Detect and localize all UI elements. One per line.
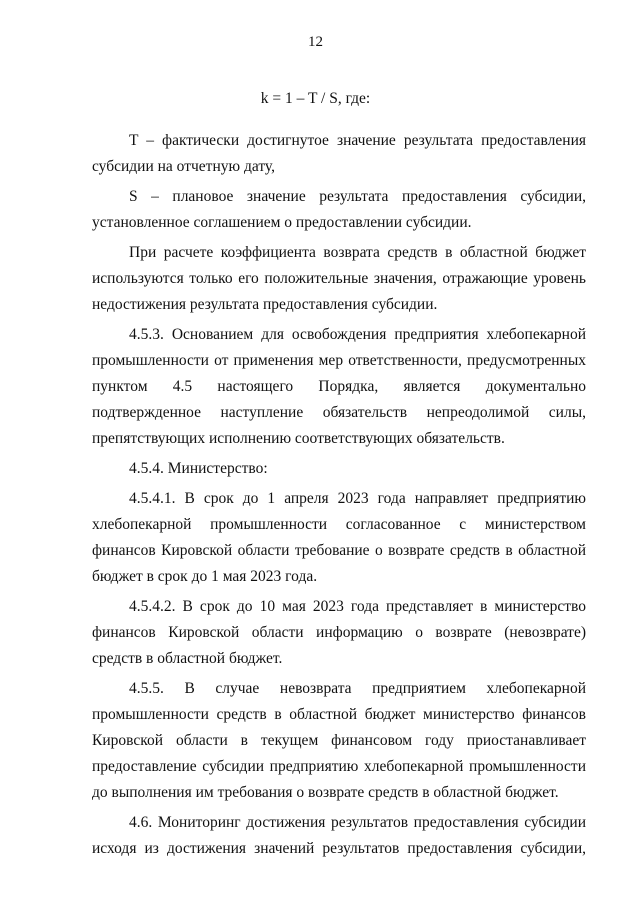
paragraph-4-6: 4.6. Мониторинг достижения результатов предоставления субсидии исходя из достижения значений результатов предоставления субсидии, — [92, 814, 586, 857]
paragraph-4-5-3: 4.5.3. Основанием для освобождения предприятия хлебопекарной промышленности от применения мер ответственности, предусмотренных пунктом 4.5 настоящего Порядка, является документально подтвержденное наступление обязательств непреодолимой силы, препятствующих исполнению соответствующих обязательств. — [92, 326, 586, 447]
formula: k = 1 – T / S, где: — [260, 90, 371, 107]
paragraph-4-5-4: 4.5.4. Министерство: — [129, 460, 268, 477]
paragraph-coefficient-note: При расчете коэффициента возврата средств в областной бюджет используются только его положительные значения, отражающие уровень недостижения результата предоставления субсидии. — [92, 244, 586, 313]
paragraph-s-definition: S – плановое значение результата предоставления субсидии, установленное соглашением о предоставлении субсидии. — [92, 188, 586, 231]
paragraph-t-definition: T – фактически достигнутое значение результата предоставления субсидии на отчетную дату, — [92, 132, 586, 175]
paragraph-4-5-5: 4.5.5. В случае невозврата предприятием хлебопекарной промышленности средств в областной бюджет министерство финансов Кировской области в текущем финансовом году приостанавливает предоставление субсидии предприятию хлебопекарной промышленности до выполнения им требования о возврате средств в областной бюджет. — [92, 680, 586, 801]
paragraph-4-5-4-1: 4.5.4.1. В срок до 1 апреля 2023 года направляет предприятию хлебопекарной промышленности согласованное с министерством финансов Кировской области требование о возврате средств в областной бюджет в срок до 1 мая 2023 года. — [92, 490, 586, 585]
page-number: 12 — [308, 34, 323, 50]
body-text — [92, 128, 586, 866]
paragraph-4-5-4-2: 4.5.4.2. В срок до 10 мая 2023 года представляет в министерство финансов Кировской области информацию о возврате (невозврате) средств в областной бюджет. — [92, 598, 586, 667]
